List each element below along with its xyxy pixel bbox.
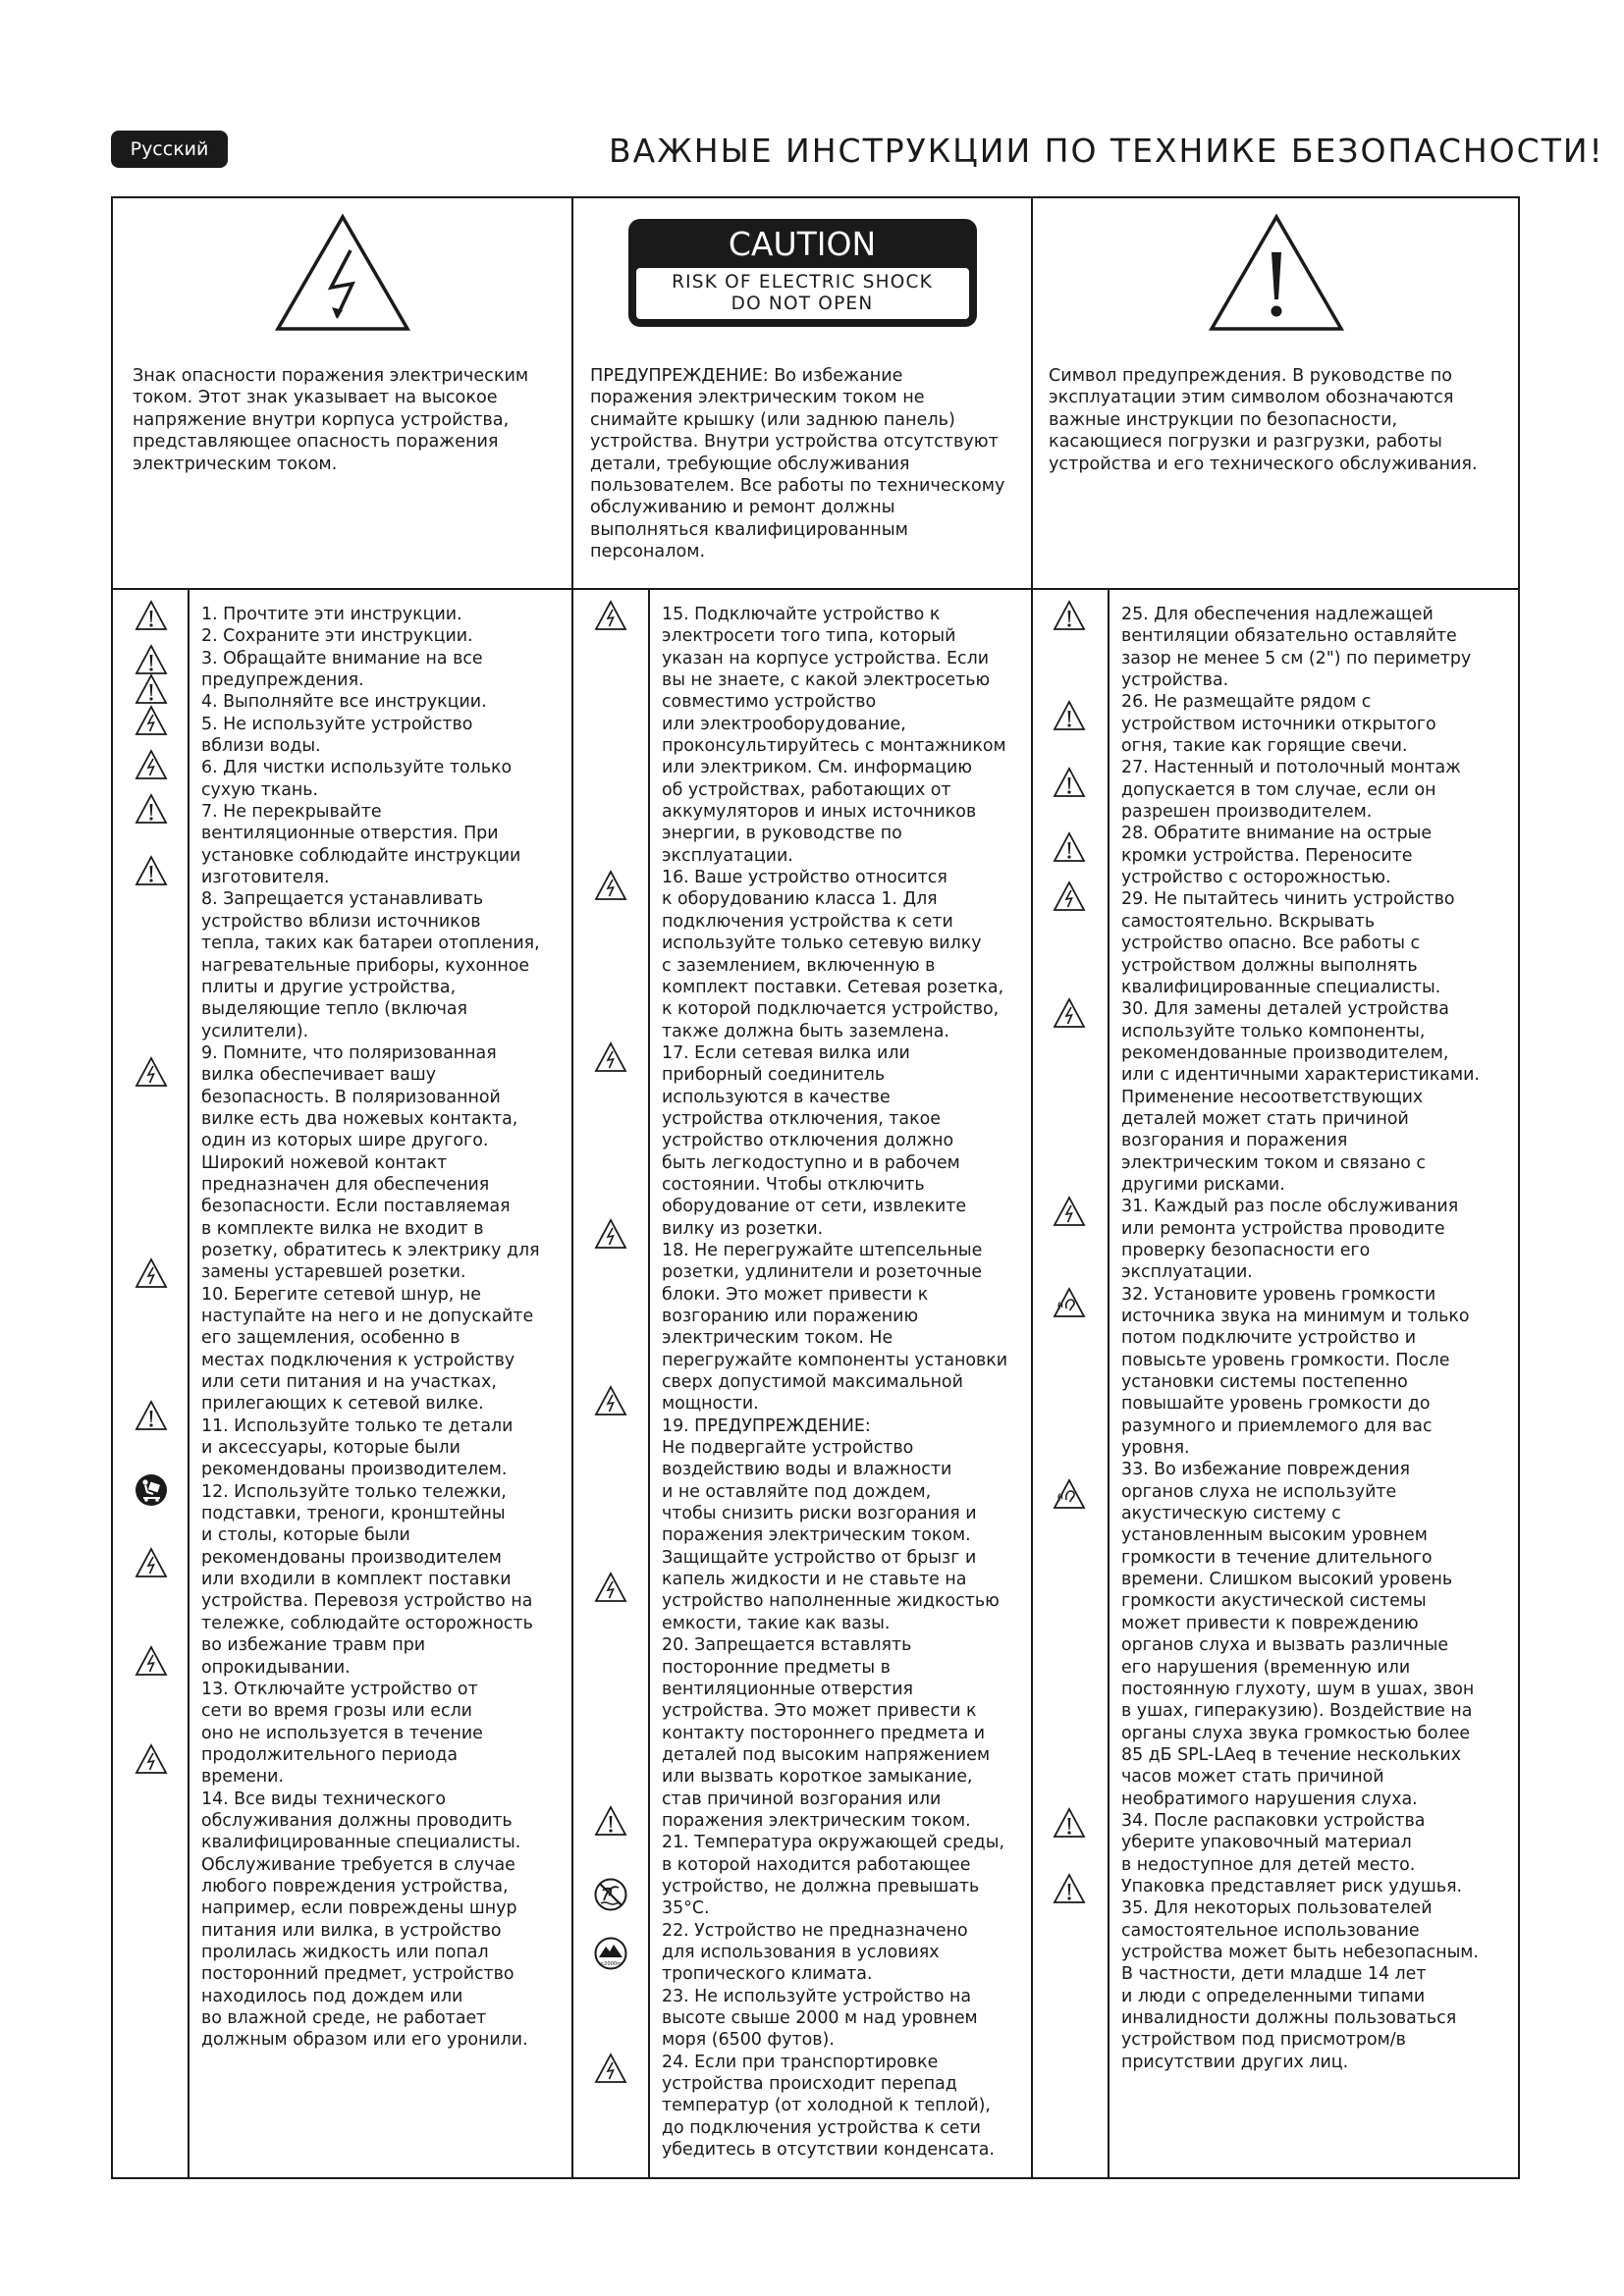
exclamation-triangle-icon [1053, 767, 1086, 800]
instruction-line: 31. Каждый раз после обслуживания [1121, 1197, 1459, 1217]
instruction-line: инвалидности должны пользоваться [1121, 2008, 1457, 2028]
lightning-triangle-icon [135, 1547, 168, 1580]
instruction-line: сухую ткань. [201, 779, 319, 800]
instruction-line: 23. Не используйте устройство на [662, 1986, 972, 2006]
instruction-line: устройства отключения, такое [662, 1108, 941, 1129]
symbol-cell-caution [573, 198, 1031, 347]
instruction-line: или ремонта устройства проводите [1121, 1218, 1445, 1239]
instruction-line: безопасность. В поляризованной [201, 1087, 501, 1107]
instruction-line: 1. Прочтите эти инструкции. [201, 605, 462, 624]
instruction-line: 7. Не перекрывайте [201, 802, 382, 823]
instruction-line: самостоятельно. Вскрывать [1121, 911, 1376, 932]
column-divider [648, 590, 650, 2177]
instruction-line: часов может стать причиной [1121, 1767, 1384, 1788]
instruction-line: потом подключите устройство и [1121, 1328, 1417, 1349]
instruction-line: 24. Если при транспортировке [662, 2052, 939, 2072]
instruction-line: устройством под присмотром/в [1121, 2030, 1406, 2051]
instruction-line: в которой находится работающее [662, 1854, 971, 1875]
page-title: ВАЖНЫЕ ИНСТРУКЦИИ ПО ТЕХНИКЕ БЕЗОПАСНОСТИ! [609, 132, 1604, 170]
instruction-line: для использования в условиях [662, 1942, 940, 1962]
instruction-line: устройства происходит перепад [662, 2074, 957, 2095]
instruction-line: во влажной среде, не работает [201, 2008, 487, 2028]
instruction-line: и люди с определенными типами [1121, 1986, 1426, 2006]
instruction-line: емкости, такие как вазы. [662, 1613, 891, 1633]
instruction-line: устройства. [1121, 670, 1229, 691]
instruction-line: температур (от холодной к теплой), [662, 2096, 991, 2116]
instruction-line: 26. Не размещайте рядом с [1121, 692, 1372, 713]
instruction-line: усилители). [201, 1021, 309, 1041]
instruction-line: продолжительного периода [201, 1744, 459, 1765]
description-line: персоналом. [590, 542, 706, 562]
instruction-line: Обслуживание требуется в случае [201, 1854, 515, 1875]
instructions-column-3 [1121, 604, 1480, 2073]
instruction-line: кромки устройства. Переносите [1121, 845, 1413, 866]
description-line: детали, требующие обслуживания [590, 454, 910, 474]
exclamation-triangle-icon [135, 1400, 168, 1433]
instruction-line: квалифицированные специалисты. [1121, 977, 1441, 997]
lightning-triangle-icon [1053, 997, 1086, 1031]
instruction-line: 11. Используйте только те детали [201, 1415, 514, 1436]
caution-description [590, 365, 1017, 563]
instruction-line: огня, такие как горящие свечи. [1121, 736, 1408, 757]
description-line: выполняться квалифицированным [590, 519, 908, 540]
instruction-line: вентиляционные отверстия. При [201, 824, 499, 844]
caution-title: CAUTION [728, 225, 877, 263]
instruction-line: квалифицированные специалисты. [201, 1833, 521, 1853]
instruction-line: в недоступное для детей место. [1121, 1854, 1416, 1875]
instruction-line: органов слуха не используйте [1121, 1481, 1397, 1502]
instruction-line: 25. Для обеспечения надлежащей [1121, 605, 1434, 624]
instruction-line: поражения электрическим током. [662, 1525, 971, 1546]
caution-line-2: DO NOT OPEN [731, 294, 874, 314]
instruction-line: проконсультируйтесь с монтажником [662, 736, 1006, 757]
instruction-line: устройством должны выполнять [1121, 955, 1418, 976]
instructions-grid [111, 590, 1520, 2179]
caution-line-1: RISK OF ELECTRIC SHOCK [672, 272, 933, 293]
instruction-line: устройство отключения должно [662, 1131, 954, 1151]
symbols-box [111, 196, 1520, 590]
instruction-line: Защищайте устройство от брызг и [662, 1547, 977, 1568]
instruction-line: 2. Сохраните эти инструкции. [201, 626, 473, 647]
instruction-line: 3. Обращайте внимание на все [201, 648, 483, 668]
exclamation-triangle-icon [135, 673, 168, 707]
caution-subtext [636, 268, 969, 319]
lightning-triangle-icon [1053, 1196, 1086, 1229]
instruction-line: устройство, не должна превышать [662, 1876, 980, 1896]
description-line: снимайте крышку (или заднюю панель) [590, 409, 955, 430]
instruction-line: высоте свыше 2000 м над уровнем [662, 2008, 978, 2028]
instruction-line: постоянную глухоту, шум в ушах, звон [1121, 1679, 1475, 1699]
instruction-line: совместимо устройство [662, 692, 877, 713]
description-line: обслуживанию и ремонт должны [590, 498, 895, 518]
instruction-line: 9. Помните, что поляризованная [201, 1042, 497, 1063]
instruction-line: замены устаревшей розетки. [201, 1262, 466, 1283]
lightning-triangle-icon [135, 1645, 168, 1679]
instruction-line: Упаковка представляет риск удушья. [1121, 1876, 1463, 1896]
instruction-line: 15. Подключайте устройство к [662, 605, 941, 624]
description-line: ПРЕДУПРЕЖДЕНИЕ: Во избежание [590, 366, 903, 386]
description-line: Знак опасности поражения электрическим [133, 366, 529, 386]
column-divider [571, 590, 573, 2177]
instruction-line: в ушах, гиперакузию). Воздействие на [1121, 1701, 1473, 1722]
instruction-line: опрокидывании. [201, 1657, 351, 1678]
exclamation-triangle-icon [1053, 700, 1086, 733]
instruction-line: повышайте уровень громкости до [1121, 1394, 1431, 1415]
instruction-line: сверх допустимой максимальной [662, 1372, 963, 1393]
instruction-line: 22. Устройство не предназначено [662, 1920, 968, 1941]
exclamation-triangle-icon [1053, 600, 1086, 633]
instruction-line: нагревательные приборы, кухонное [201, 955, 530, 976]
symbol-cell-exclamation [1033, 198, 1520, 347]
instruction-line: установки системы постепенно [1121, 1372, 1408, 1393]
instruction-line: блоки. Это может привести к [662, 1284, 929, 1305]
instruction-line: вилку из розетки. [662, 1218, 824, 1239]
instruction-line: разрешен производителем. [1121, 802, 1373, 823]
lightning-triangle-icon [135, 749, 168, 782]
exclamation-triangle-icon [1053, 1807, 1086, 1841]
instruction-line: поражения электрическим током. [662, 1810, 971, 1831]
instruction-line: присутствии других лиц. [1121, 2052, 1349, 2072]
instruction-line: подключения устройства к сети [662, 911, 953, 932]
instruction-line: предупреждения. [201, 670, 364, 691]
instruction-line: источника звука на минимум и только [1121, 1307, 1470, 1326]
instruction-line: к оборудованию класса 1. Для [662, 889, 938, 910]
instruction-line: допускается в том случае, если он [1121, 779, 1436, 800]
altitude-label: ≤2000m [599, 1961, 623, 1967]
instruction-line: 12. Используйте только тележки, [201, 1481, 507, 1502]
instruction-line: 21. Температура окружающей среды, [662, 1833, 1004, 1853]
instruction-line: убедитесь в отсутствии конденсата. [662, 2140, 995, 2161]
lightning-triangle-icon [1053, 881, 1086, 914]
instruction-line: наступайте на него и не допускайте [201, 1307, 534, 1326]
instruction-line: уровня. [1121, 1438, 1190, 1459]
instruction-line: 33. Во избежание повреждения [1121, 1460, 1411, 1480]
instruction-line: или электриком. См. информацию [662, 758, 972, 778]
instruction-line: один из которых шире другого. [201, 1131, 489, 1151]
lightning-triangle-icon [594, 1385, 627, 1418]
instruction-line: электрическим током. Не [662, 1328, 893, 1349]
instruction-line: указан на корпусе устройства. Если [662, 648, 990, 668]
description-line: представляющее опасность поражения [133, 432, 499, 453]
instruction-line: электрическим током и связано с [1121, 1152, 1426, 1173]
instruction-line: вы не знаете, с какой электросетью [662, 670, 991, 691]
lightning-triangle-icon [594, 870, 627, 903]
instruction-line: деталей может стать причиной [1121, 1108, 1409, 1129]
lightning-triangle-icon [135, 1056, 168, 1090]
instruction-line: тележке, соблюдайте осторожность [201, 1613, 533, 1633]
instruction-line: возгорания и поражения [1121, 1131, 1348, 1151]
instruction-line: став причиной возгорания или [662, 1789, 942, 1809]
description-line: устройства и его технического обслуживания. [1049, 454, 1478, 474]
instruction-line: моря (6500 футов). [662, 2030, 835, 2051]
instruction-line: энергии, в руководстве по [662, 824, 902, 844]
instruction-line: 35°C. [662, 1898, 710, 1919]
instruction-line: времени. [201, 1767, 285, 1788]
lightning-triangle-icon [135, 1257, 168, 1291]
instruction-line: 27. Настенный и потолочный монтаж [1121, 758, 1461, 778]
instruction-line: любого повреждения устройства, [201, 1876, 509, 1896]
instruction-line: акустическую систему с [1121, 1504, 1341, 1524]
instruction-line: 30. Для замены деталей устройства [1121, 999, 1449, 1020]
instruction-line: и столы, которые были [201, 1525, 410, 1546]
description-line: током. Этот знак указывает на высокое [133, 388, 498, 408]
instructions-column-2 [662, 604, 1007, 2161]
instruction-line: установленным высоким уровнем [1121, 1525, 1428, 1546]
instruction-line: сети во время грозы или если [201, 1701, 472, 1722]
instruction-line: рекомендованы производителем. [201, 1460, 508, 1480]
instruction-line: громкости в течение длительного [1121, 1547, 1433, 1568]
instruction-line: подставки, треноги, кронштейны [201, 1504, 506, 1524]
description-line: электрическим током. [133, 454, 338, 474]
exclamation-triangle-icon [1208, 213, 1345, 333]
instruction-line: или с идентичными характеристиками. [1121, 1065, 1480, 1086]
instruction-line: местах подключения к устройству [201, 1350, 515, 1370]
instruction-line: устройства. Это может привести к [662, 1701, 977, 1722]
instruction-line: вентиляционные отверстия [662, 1679, 914, 1699]
description-line: поражения электрическим током не [590, 388, 925, 408]
instruction-line: вентиляции обязательно оставляйте [1121, 626, 1457, 647]
instruction-line: 17. Если сетевая вилка или [662, 1042, 910, 1063]
instruction-line: безопасности. Если поставляемая [201, 1197, 511, 1217]
cart-tip-over-icon [135, 1473, 168, 1507]
instruction-line: используются в качестве [662, 1087, 891, 1107]
instruction-line: устройства. Перевозя устройство на [201, 1591, 533, 1612]
instruction-line: об устройствах, работающих от [662, 779, 951, 800]
instruction-line: 19. ПРЕДУПРЕЖДЕНИЕ: [662, 1415, 871, 1436]
instruction-line: 28. Обратите внимание на острые [1121, 824, 1433, 844]
instruction-line: 29. Не пытайтесь чинить устройство [1121, 889, 1455, 910]
instruction-line: чтобы снизить риски возгорания и [662, 1504, 977, 1524]
instruction-line: обслуживания должны проводить [201, 1810, 513, 1831]
exclamation-description [1049, 365, 1510, 475]
instruction-line: 14. Все виды технического [201, 1789, 446, 1809]
instruction-line: Не подвергайте устройство [662, 1438, 914, 1459]
instruction-line: прилегающих к сетевой вилке. [201, 1394, 484, 1415]
instruction-line: приборный соединитель [662, 1065, 886, 1086]
instruction-line: с заземлением, включенную в [662, 955, 936, 976]
instruction-line: аккумуляторов и иных источников [662, 802, 977, 823]
instruction-line: 20. Запрещается вставлять [662, 1635, 912, 1656]
instruction-line: во избежание травм при [201, 1635, 426, 1656]
exclamation-triangle-icon [1053, 831, 1086, 865]
instruction-line: должным образом или его уронили. [201, 2030, 528, 2051]
instruction-line: мощности. [662, 1394, 759, 1415]
instruction-line: времени. Слишком высокий уровень [1121, 1570, 1453, 1590]
instruction-line: комплект поставки. Сетевая розетка, [662, 977, 1004, 997]
description-line: касающиеся погрузки и разгрузки, работы [1049, 432, 1442, 453]
instruction-line: или входили в комплект поставки [201, 1570, 512, 1590]
instruction-line: установке соблюдайте инструкции [201, 845, 521, 866]
description-line: важные инструкции по безопасности, [1049, 409, 1398, 430]
column-divider [1108, 590, 1110, 2177]
no-tropical-climate-icon [594, 1878, 627, 1911]
caution-label [628, 219, 977, 327]
column-divider [1031, 590, 1033, 2177]
instruction-line: вилке есть два ножевых контакта, [201, 1108, 518, 1129]
language-tab: Русский [111, 131, 228, 168]
instruction-line: быть легкодоступно и в рабочем [662, 1152, 960, 1173]
description-line: пользователем. Все работы по техническому [590, 476, 1005, 497]
lightning-triangle-icon [274, 213, 411, 333]
description-line: Символ предупреждения. В руководстве по [1049, 366, 1452, 386]
instruction-line: розетку, обратитесь к электрику для [201, 1240, 540, 1260]
instruction-line: например, если повреждены шнур [201, 1898, 517, 1919]
instruction-line: 18. Не перегружайте штепсельные [662, 1240, 983, 1260]
instruction-line: вблизи воды. [201, 736, 321, 757]
instruction-line: эксплуатации. [1121, 1262, 1253, 1283]
altitude-2000m-icon [594, 1937, 627, 1970]
instruction-line: и не оставляйте под дождем, [662, 1481, 932, 1502]
instruction-line: предназначен для обеспечения [201, 1174, 490, 1195]
instruction-line: в комплекте вилка не входит в [201, 1218, 484, 1239]
exclamation-triangle-icon [135, 793, 168, 827]
exclamation-triangle-icon [135, 855, 168, 888]
instruction-line: эксплуатации. [662, 845, 793, 866]
instruction-line: проверку безопасности его [1121, 1240, 1371, 1260]
column-divider [188, 590, 189, 2177]
exclamation-triangle-icon [1053, 1873, 1086, 1906]
lightning-triangle-icon [594, 600, 627, 633]
instruction-line: или вызвать короткое замыкание, [662, 1767, 973, 1788]
instruction-line: деталей под высоким напряжением [662, 1744, 991, 1765]
instruction-line: также должна быть заземлена. [662, 1021, 949, 1041]
instruction-line: питания или вилка, в устройство [201, 1920, 502, 1941]
instruction-line: перегружайте компоненты установки [662, 1350, 1008, 1370]
instruction-line: другими рисками. [1121, 1174, 1285, 1195]
exclamation-triangle-icon [135, 600, 168, 633]
instruction-line: Широкий ножевой контакт [201, 1152, 448, 1173]
lightning-triangle-icon [594, 2053, 627, 2086]
instruction-line: капель жидкости и не ставьте на [662, 1570, 967, 1590]
instruction-line: 13. Отключайте устройство от [201, 1679, 478, 1699]
instruction-line: устройство с осторожностью. [1121, 868, 1391, 888]
description-line: эксплуатации этим символом обозначаются [1049, 388, 1454, 408]
instruction-line: рекомендованы производителем [201, 1547, 502, 1568]
instruction-line: используйте только сетевую вилку [662, 934, 982, 954]
instruction-line: 34. После распаковки устройства [1121, 1810, 1426, 1831]
description-line: устройства. Внутри устройства отсутствуют [590, 432, 999, 453]
instruction-line: 8. Запрещается устанавливать [201, 889, 484, 910]
instruction-line: органы слуха звука громкостью более [1121, 1723, 1471, 1743]
lightning-triangle-icon [594, 1218, 627, 1252]
lightning-description [133, 365, 560, 475]
instruction-line: устройства может быть небезопасным. [1121, 1942, 1479, 1962]
instruction-line: воздействию воды и влажности [662, 1460, 952, 1480]
instruction-line: устройство наполненные жидкостью [662, 1591, 1000, 1612]
instruction-line: может привести к повреждению [1121, 1613, 1419, 1633]
instruction-line: плиты и другие устройства, [201, 977, 457, 997]
instruction-line: громкости акустической системы [1121, 1591, 1427, 1612]
instruction-line: до подключения устройства к сети [662, 2117, 981, 2138]
instruction-line: возгоранию или поражению [662, 1307, 919, 1326]
instruction-line: В частности, дети младше 14 лет [1121, 1964, 1427, 1985]
instruction-line: 5. Не используйте устройство [201, 714, 473, 734]
instruction-line: пролилась жидкость или попал [201, 1942, 489, 1962]
exclamation-triangle-icon [135, 644, 168, 677]
instruction-line: повысьте уровень громкости. После [1121, 1350, 1450, 1370]
instruction-line: посторонние предметы в [662, 1657, 891, 1678]
instruction-line: самостоятельное использование [1121, 1920, 1420, 1941]
instructions-column-1 [201, 604, 540, 2052]
instruction-line: 4. Выполняйте все инструкции. [201, 692, 487, 713]
instruction-line: разумного и приемлемого для вас [1121, 1415, 1433, 1436]
instruction-line: и аксессуары, которые были [201, 1438, 460, 1459]
instruction-line: Применение несоответствующих [1121, 1087, 1424, 1107]
instruction-line: состоянии. Чтобы отключить [662, 1174, 925, 1195]
instruction-line: оно не используется в течение [201, 1723, 483, 1743]
instruction-line: используйте только компоненты, [1121, 1021, 1426, 1041]
instruction-line: оборудование от сети, извлеките [662, 1197, 967, 1217]
hearing-warning-icon [1053, 1478, 1086, 1512]
description-line: напряжение внутри корпуса устройства, [133, 409, 510, 430]
instruction-line: устройством источники открытого [1121, 714, 1436, 734]
instruction-line: изготовителя. [201, 868, 330, 888]
lightning-triangle-icon [594, 1572, 627, 1605]
hearing-warning-icon [1053, 1287, 1086, 1320]
instruction-line: 35. Для некоторых пользователей [1121, 1898, 1433, 1919]
instruction-line: уберите упаковочный материал [1121, 1833, 1412, 1853]
instruction-line: контакту постороннего предмета и [662, 1723, 986, 1743]
instruction-line: необратимого нарушения слуха. [1121, 1789, 1418, 1809]
instruction-line: электросети того типа, который [662, 626, 956, 647]
instruction-line: органов слуха и вызвать различные [1121, 1635, 1449, 1656]
instruction-line: или электрооборудование, [662, 714, 906, 734]
instruction-line: выделяющие тепло (включая [201, 999, 467, 1020]
lightning-triangle-icon [594, 1041, 627, 1075]
instruction-line: 10. Берегите сетевой шнур, не [201, 1284, 481, 1305]
instruction-line: к которой подключается устройство, [662, 999, 1000, 1020]
instruction-line: вилка обеспечивает вашу [201, 1065, 437, 1086]
lightning-triangle-icon [135, 705, 168, 738]
instruction-line: зазор не менее 5 см (2") по периметру [1121, 648, 1472, 668]
instruction-line: 85 дБ SPL-LAeq в течение нескольких [1121, 1744, 1461, 1765]
exclamation-triangle-icon [594, 1805, 627, 1839]
instruction-line: розетки, удлинители и розеточные [662, 1262, 983, 1283]
instruction-line: или сети питания и на участках, [201, 1372, 497, 1393]
instruction-line: 16. Ваше устройство относится [662, 868, 947, 888]
instruction-line: находилось под дождем или [201, 1986, 463, 2006]
lightning-triangle-icon [135, 1743, 168, 1777]
instruction-line: тепла, таких как батареи отопления, [201, 934, 540, 954]
instruction-line: его нарушения (временную или [1121, 1657, 1411, 1678]
symbol-cell-lightning [113, 198, 571, 347]
instruction-line: его защемления, особенно в [201, 1328, 460, 1349]
instruction-line: устройство вблизи источников [201, 911, 481, 932]
instruction-line: тропического климата. [662, 1964, 873, 1985]
instruction-line: рекомендованные производителем, [1121, 1042, 1449, 1063]
instruction-line: устройство опасно. Все работы с [1121, 934, 1421, 954]
instruction-line: 6. Для чистки используйте только [201, 758, 513, 778]
instruction-line: 32. Установите уровень громкости [1121, 1284, 1436, 1305]
instruction-line: посторонний предмет, устройство [201, 1964, 514, 1985]
